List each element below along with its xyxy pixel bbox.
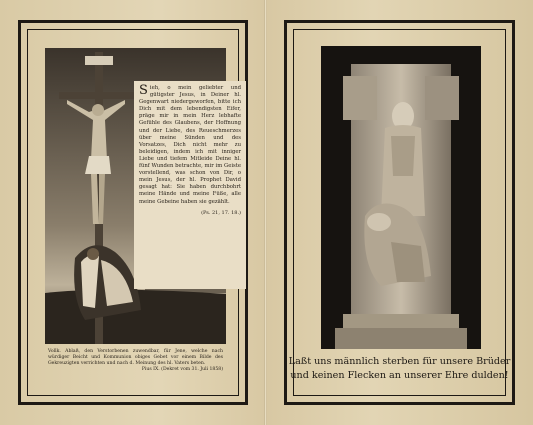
- memorial-verse: [287, 355, 512, 383]
- psalm-reference: (Ps. 21, 17. 18.): [201, 209, 241, 216]
- memorial-sculpture-drawing: [321, 46, 481, 349]
- prayer-text-box: [134, 81, 246, 289]
- indulgence-decree: Pius IX. (Dekret vom 31. Juli 1858): [141, 367, 223, 372]
- indulgence-text: Vollk. Ablaß, den Verstorbenen zuwendbar, für Jene, welche nach würdiger Beicht und Kommunion obiges Gebet vor einem Bilde des Gekreuzigten verrichten und nach d. Meinung des hl. Vaters beten.: [48, 349, 223, 366]
- prayer-text: [139, 85, 241, 206]
- center-fold: [264, 0, 267, 425]
- right-page: [284, 20, 515, 405]
- prayer-initial: S: [139, 83, 148, 98]
- crucifixion-illustration: [45, 48, 241, 344]
- verse-line-2: und keinen Flecken an unserer Ehre dulden!: [290, 370, 509, 381]
- left-page: [18, 20, 248, 405]
- indulgence-caption: [48, 349, 223, 373]
- prayer-body: ieh, o mein geliebter und gütigster Jesus, in Deiner hl. Gegenwart niedergeworfen, bitte ich Dich mit dem lebendigsten Eifer, präge mir in mein Herz lebhafte Gefühle des Glaubens, der Hoffnung und der Liebe, des Reueschmerzes über meine Sünden und des Vorsatzes, Dich nicht mehr zu beleidigen, indem ich mit inniger Liebe und tiefem Mitleide Deine hl. fünf Wunden betrachte, mir im Geiste vorstellend, was schon von Dir, o mein Jesus, der hl. Prophet David gesagt hat: Sie haben durchbohrt meine Hände und meine Füße, alle meine Gebeine haben sie gezählt.: [139, 85, 241, 205]
- war-memorial-photo: [321, 46, 481, 349]
- verse-line-1: Laßt uns männlich sterben für unsere Brüder: [288, 356, 511, 367]
